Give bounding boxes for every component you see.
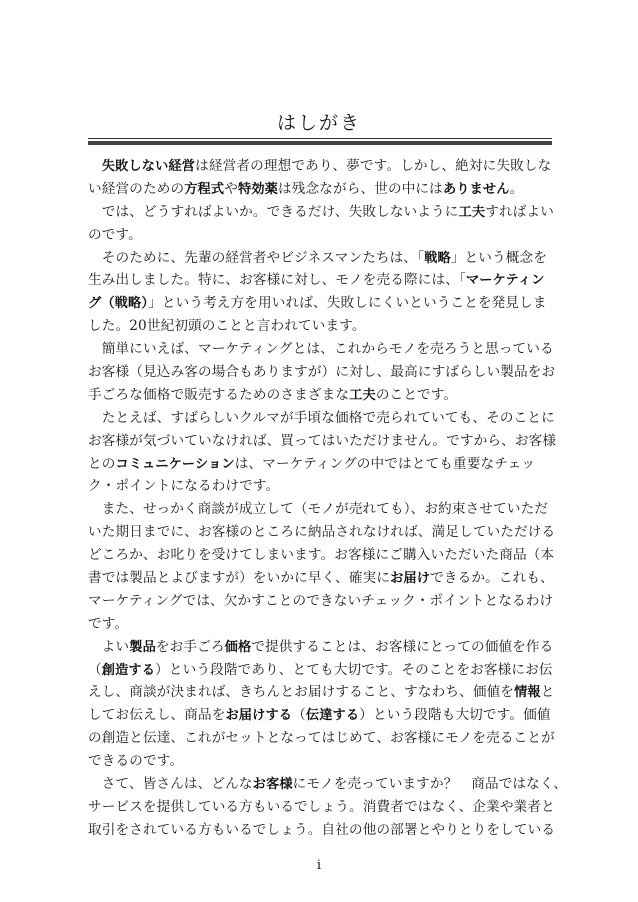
text-line <box>88 819 558 842</box>
text-line <box>88 796 558 819</box>
body-text-span: ）という段階であり、とても大切です。そのことをお客様にお伝 <box>155 661 553 678</box>
body-text-span: では、どうすればよいか。できるだけ、失敗しないように <box>88 203 459 220</box>
emphasis-text: 伝達する <box>305 708 360 724</box>
emphasis-text: 創造する <box>101 662 156 678</box>
emphasis-text: 戦略 <box>424 250 451 266</box>
body-text-span: は、マーケティングの中ではとても重要なチェッ <box>234 455 536 472</box>
text-line <box>88 659 558 682</box>
body-text-span: さて、皆さんは、どんな <box>88 776 253 793</box>
emphasis-text: グ（戦略） <box>88 296 149 312</box>
text-line <box>88 315 558 338</box>
body-text-span: 書では製品とよびますが）をいかに早く、確実に <box>88 570 391 587</box>
body-text-span: （ <box>88 661 102 678</box>
text-line <box>88 338 558 361</box>
emphasis-text: 方程式 <box>184 181 225 197</box>
body-text-span: や <box>224 180 238 197</box>
emphasis-text: お届け <box>390 571 431 587</box>
text-line <box>88 727 558 750</box>
text-line <box>88 498 558 521</box>
body-text <box>88 155 568 842</box>
text-line <box>88 453 558 476</box>
emphasis-text: 工夫 <box>458 204 486 220</box>
body-text-span: どころか、お叱りを受けてしまいます。お客様にご購入いただいた商品（本 <box>88 547 555 564</box>
body-text-span: お客様が気づいていなければ、買ってはいただけません。ですから、お客様 <box>88 432 557 449</box>
body-text-span: は残念ながら、世の中には <box>278 180 443 197</box>
text-line <box>88 292 558 315</box>
text-line <box>88 430 558 453</box>
body-text-span: の創造と伝達、これがセットとなってはじめて、お客様にモノを売ることが <box>88 730 555 747</box>
text-line <box>88 247 558 270</box>
emphasis-text: 特効薬 <box>237 181 278 197</box>
text-line <box>88 681 558 704</box>
page-number: i <box>316 858 322 873</box>
emphasis-text: 製品 <box>129 639 156 655</box>
emphasis-text: 価格 <box>224 639 252 655</box>
body-text-span: してお伝えし、商品を <box>88 707 226 724</box>
body-text-span: すればよい <box>485 203 554 220</box>
body-text-span: にモノを売っていますか？ 商品ではなく、 <box>292 776 568 793</box>
body-text-span: のです。 <box>88 226 142 243</box>
text-line <box>88 613 558 636</box>
body-text-span: との <box>88 455 116 472</box>
text-line <box>88 407 558 430</box>
body-text-span: マーケティングでは、欠かすことのできないチェック・ポイントとなるわけ <box>88 592 554 609</box>
body-text-span: 」という考え方を用いれば、失敗しにくいということを発見しま <box>148 295 547 312</box>
body-text-span: 取引をされている方もいるでしょう。自社の他の部署とやりとりをしている <box>88 821 556 838</box>
emphasis-text: 情報 <box>514 685 541 701</box>
title-rule-thin <box>88 138 552 139</box>
body-text-span: 簡単にいえば、マーケティングとは、これからモノを売ろうと思っている <box>88 341 554 358</box>
body-text-span: サービスを提供している方もいるでしょう。消費者ではなく、企業や業者と <box>88 798 555 815</box>
emphasis-text: ありません <box>442 181 510 197</box>
body-text-span: できるか。これも、 <box>430 570 554 587</box>
body-text-span: 。 <box>509 180 524 197</box>
body-text-span: えし、商談が決まれば、きちんとお届けすること、すなわち、価値を <box>88 684 515 701</box>
text-line <box>88 155 558 178</box>
body-text-span: ）という段階も大切です。価値 <box>359 707 551 724</box>
body-text-span: した。20世紀初頭のことと言われています。 <box>88 318 366 335</box>
body-text-span: よい <box>88 638 130 655</box>
text-line <box>88 475 558 498</box>
emphasis-text: コミュニケーション <box>115 456 235 472</box>
text-line <box>88 636 558 659</box>
text-line <box>88 567 558 590</box>
text-line <box>88 201 558 224</box>
body-text-span <box>88 158 102 174</box>
body-text-span: 手ごろな価格で販売するためのさまざまな <box>88 386 350 403</box>
body-text-span: また、せっかく商談が成立して（モノが売れても）、お約束させていただ <box>88 501 549 518</box>
body-text-span: そのために、先輩の経営者やビジネスマンたちは、「 <box>88 249 425 266</box>
body-text-span: 」という概念を <box>450 249 548 266</box>
body-text-span: たとえば、すばらしいクルマが手頃な価格で売られていても、そのことに <box>88 409 555 426</box>
text-line <box>88 750 558 773</box>
text-line <box>88 773 568 796</box>
body-text-span: のことです。 <box>375 386 458 403</box>
body-text-span: は経営者の理想であり、夢です。しかし、絶対に失敗しな <box>195 158 552 174</box>
emphasis-text: 工夫 <box>349 387 376 403</box>
text-line <box>88 384 558 407</box>
text-line <box>88 544 558 567</box>
emphasis-text: 失敗しない経営 <box>101 159 196 174</box>
text-line <box>88 361 558 384</box>
page-title: はしがき <box>276 112 361 134</box>
body-text-span: と <box>540 684 555 701</box>
emphasis-text: お届けする <box>225 708 293 724</box>
text-line <box>88 590 558 613</box>
body-text-span: いた期日までに、お客様のところに納品されなければ、満足していただける <box>88 524 556 541</box>
body-text-span: で提供することは、お客様にとっての価値を作る <box>251 638 554 655</box>
emphasis-text: お客様 <box>252 777 293 793</box>
body-text-span: 生み出しました。特に、お客様に対し、モノを売る際には、「 <box>88 272 466 289</box>
text-line <box>88 521 558 544</box>
text-line <box>88 178 558 201</box>
body-text-span: です。 <box>88 615 129 632</box>
text-line <box>88 704 558 727</box>
body-text-span: をお手ごろ <box>155 638 225 655</box>
body-text-span: お客様（見込み客の場合もありますが）に対し、最高にすばらしい製品をお <box>88 364 556 381</box>
body-text-span: い経営のための <box>88 180 185 197</box>
body-text-span: できるのです。 <box>88 753 184 770</box>
body-text-span: ク・ポイントになるわけです。 <box>88 478 280 495</box>
body-text-span: （ <box>292 707 306 724</box>
title-rule-thick <box>88 141 552 145</box>
emphasis-text: マーケティン <box>465 273 545 289</box>
text-line <box>88 224 558 247</box>
text-line <box>88 269 558 292</box>
